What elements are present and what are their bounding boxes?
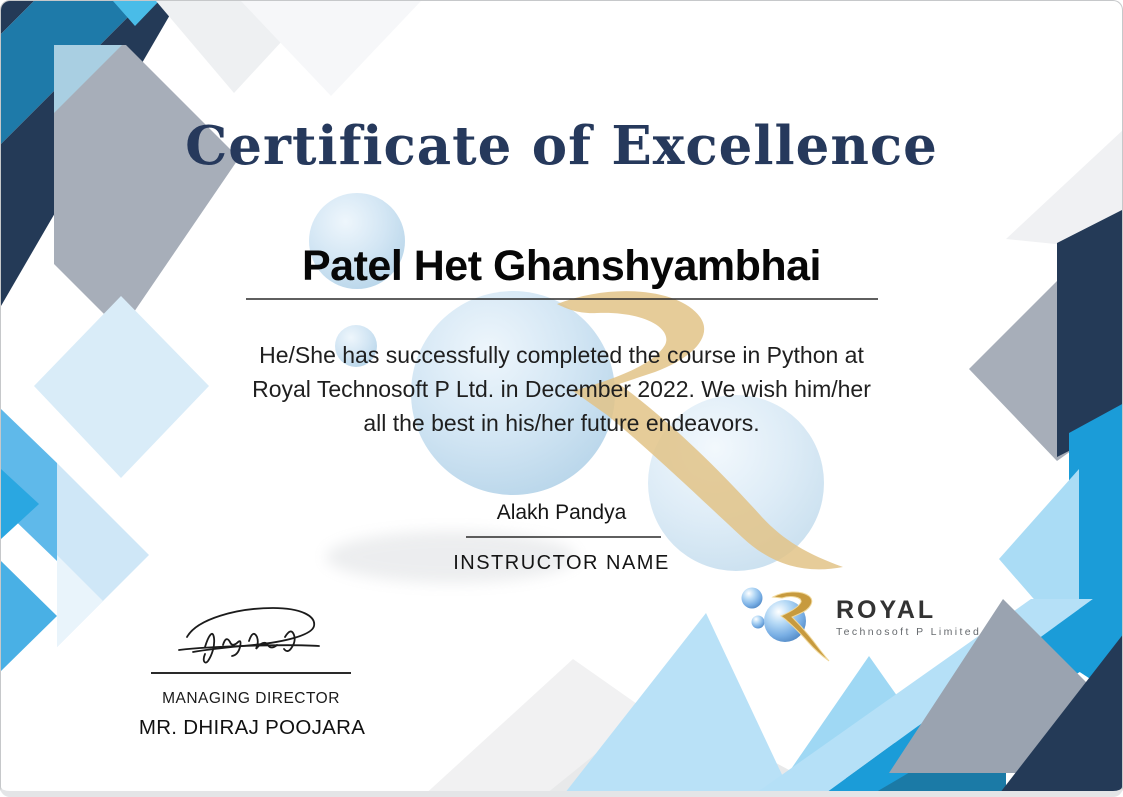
body-line-1: He/She has successfully completed the course in Python at xyxy=(259,342,864,368)
body-line-2: Royal Technosoft P Ltd. in December 2022. We wish him/her xyxy=(252,376,871,402)
director-role-label: MANAGING DIRECTOR xyxy=(162,690,340,707)
brand-logo-text xyxy=(836,598,1006,638)
signature-scribble xyxy=(179,608,319,663)
director-name: MR. DHIRAJ POOJARA xyxy=(138,716,366,739)
logo-sphere-small xyxy=(742,588,763,609)
certificate-title: Certificate of Excellence xyxy=(185,115,938,177)
instructor-role-label: INSTRUCTOR NAME xyxy=(453,552,670,574)
logo-sphere-tiny xyxy=(752,616,765,629)
brand-name: ROYAL xyxy=(836,596,937,624)
recipient-name: Patel Het Ghanshyambhai xyxy=(302,242,821,290)
instructor-name: Alakh Pandya xyxy=(496,501,627,524)
brand-subtitle: Technosoft P Limited xyxy=(836,626,982,638)
brand-logo-graphic xyxy=(742,588,830,662)
certificate-body xyxy=(1,338,1122,440)
body-line-3: all the best in his/her future endeavors. xyxy=(363,410,760,436)
